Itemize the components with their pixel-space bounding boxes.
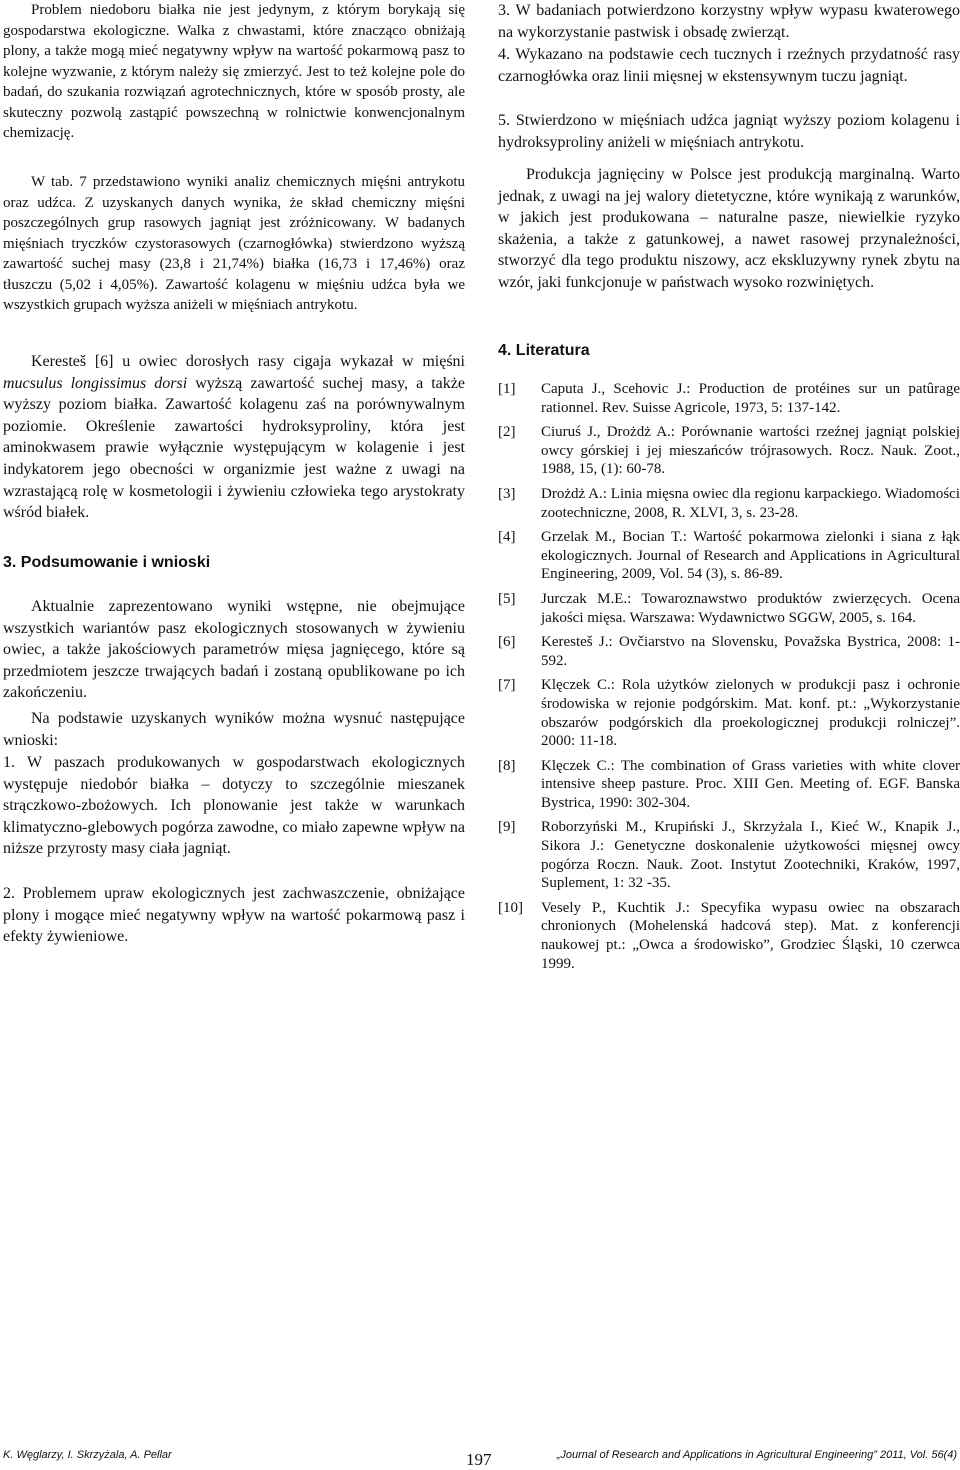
- reference-text: Drożdż A.: Linia mięsna owiec dla regionu karpackiego. Wiadomości zootechniczne, 2008, R. XLVI, 3, s. 23-28.: [541, 485, 960, 521]
- latin-term: mucsulus longissimus dorsi: [3, 374, 188, 392]
- reference-number: [9]: [498, 819, 516, 836]
- conclusion-5: 5. Stwierdzono w mięśniach udźca jagniąt wyższy poziom kolagenu i hydroksyproliny aniżeli w mięśniach antrykotu.: [498, 112, 960, 151]
- reference-number: [5]: [498, 590, 516, 607]
- reference-item: [498, 676, 960, 750]
- reference-list: [498, 380, 960, 979]
- text: W badanych mięśniach tryczków czystorasowych (czarnogłówka) stwierdzono wyższą zawartość suchej masy (23,8 i 21,74%) białka (16,73 i 17,46%) oraz tłuszczu (5,02 i 4,05%). Zawartość kolagenu w mięśniu udźca była we wszystkich grupach wyższa aniżeli w mięśniach antrykotu.: [3, 215, 465, 313]
- footer-journal: „Journal of Research and Applications in Agricultural Engineering” 2011, Vol. 56(4): [556, 1449, 957, 1461]
- text: Jest to też kolejne pole do badań, do szukania rozwiązań agrotechnicznych, które w sposób prosty, ale skuteczny pozwolą zastąpić powszechną w rolnictwie konwencjonalnym chemizację.: [3, 63, 465, 141]
- reference-text: Ciuruś J., Drożdż A.: Porównanie wartości rzeźnej jagniąt polskiej owcy górskiej i jej mieszańców trójrasowych. Rocz. Nauk. Zoot., 1988, 15, (1): 60-78.: [541, 424, 960, 478]
- conclusion-2: 2. Problemem upraw ekologicznych jest zachwaszczenie, obniżające plony i mogące mieć negatywny wpływ na wartość pokarmową pasz i efekty żywieniowe.: [3, 885, 465, 946]
- reference-item: [498, 633, 960, 670]
- reference-number: [1]: [498, 381, 516, 397]
- section-heading-summary: 3. Podsumowanie i wnioski: [3, 554, 211, 571]
- text: Keresteš [6] u owiec dorosłych rasy cigaja wykazał w mięśni: [31, 353, 465, 370]
- conclusion-4: 4. Wykazano na podstawie cech tucznych i rzeźnych przydatność rasy czarnogłówka oraz linii mięsnej w ekstensywnym tuczu jagniąt.: [498, 46, 960, 85]
- reference-number: [8]: [498, 757, 516, 774]
- paragraph-kerestes: [3, 351, 465, 524]
- reference-text: Caputa J., Scehovic J.: Production de protéines sur un patûrage rationnel. Rev. Suisse Agricole, 1973, 5: 137-142.: [541, 381, 960, 416]
- paragraph-conclusions-intro: Na podstawie uzyskanych wyników można wysnuć następujące wnioski:: [3, 710, 465, 749]
- footer-authors: K. Węglarzy, I. Skrzyżala, A. Pellar: [3, 1449, 172, 1461]
- reference-item: [498, 590, 960, 627]
- reference-item: [498, 485, 960, 522]
- page-number: 197: [466, 1450, 492, 1469]
- reference-item: [498, 423, 960, 479]
- reference-item: [498, 380, 960, 417]
- reference-number: [4]: [498, 529, 516, 546]
- text: Zawartość kolagenu zaś na porównywalnym poziomie. Określenie zawartości hydroksyproliny, która jest aminokwasem prawie wyłącznie występującym w kolagenie i jest indykatorem jego obecności w organizmie jest ważne z uwagi na wzrastającą rolę w kosmetologii i żywieniu człowieka tego arystokraty wśród białek.: [3, 396, 465, 522]
- reference-number: [3]: [498, 485, 516, 502]
- paragraph-table7: [3, 172, 465, 316]
- text: Problem niedoboru białka nie jest jedynym, z którym borykają się gospodarstwa ekologiczne. Walka z chwastami, które znacząco obniżają plony, a także mogą mieć negatywny wpływ na wartość pokarmową pasz to kolejne wyzwanie, z którym należy się zmierzyć.: [3, 2, 465, 80]
- reference-text: Roborzyński M., Krupiński J., Skrzyżala I., Kieć W., Knapik J., Sikora J.: Genetyczne doskonalenie użytkowości mięsnej owcy pogórza Roczn. Nauk. Zoot. Instytut Zootechniki, Kraków, 1997, Suplement, 1: 32 -35.: [541, 819, 960, 892]
- conclusion-3: 3. W badaniach potwierdzono korzystny wpływ wypasu kwaterowego na wykorzystanie pastwisk i obsadę zwierząt.: [498, 2, 960, 41]
- reference-number: [10]: [498, 899, 523, 916]
- reference-number: [6]: [498, 634, 516, 651]
- text: wyższą zawartość suchej masy, a także wyższy poziom białka.: [3, 374, 465, 414]
- paragraph-lamb-production: Produkcja jagnięciny w Polsce jest produkcją marginalną. Warto jednak, z uwagi na jej walory dietetyczne, które wynikają z warunków, w jakich jest produkowana – naturalne pasze, niewielkie ryzyko skażenia, a także z gatunkowej, a nawet rasowej przynależności, stworzyć dla tego produktu niszowy, acz ekskluzywny rynek zbytu na wzór, jaki funkcjonuje w państwach wysoko rozwiniętych.: [498, 166, 960, 291]
- reference-text: Grzelak M., Bocian T.: Wartość pokarmowa zielonki i siana z łąk ekologicznych. Journal of Research and Applications in Agricultural Engineering, 2009, Vol. 54 (3), s. 86-89.: [541, 529, 960, 583]
- text: W tab. 7 przedstawiono wyniki analiz chemicznych mięśni antrykotu oraz udźca. Z uzyskanych danych wynika, że skład chemiczny mięśni poszczególnych grup rasowych jagniąt jest zróżnicowany.: [3, 174, 465, 231]
- section-heading-literature: 4. Literatura: [498, 342, 590, 359]
- reference-item: [498, 818, 960, 892]
- reference-item: [498, 757, 960, 813]
- reference-text: Klęczek C.: Rola użytków zielonych w produkcji pasz i ochronie środowiska w rejonie podgórskim. Mat. konf. pt.: „Wykorzystanie obszarów podgórskich dla proekologicznej produkcji rolniczej”. 2000: 11-18.: [541, 677, 960, 750]
- conclusion-1: 1. W paszach produkowanych w gospodarstwach ekologicznych występuje niedobór białka – dotyczy to szczególnie mieszanek strączkowo-zbożowych. Ich plonowanie jest także w warunkach klimatyczno-glebowych pogórza zawodne, co miało zapewne wpływ na niższe przyrosty masy ciała jagniąt.: [3, 754, 465, 858]
- reference-item: [498, 528, 960, 584]
- reference-text: Keresteš J.: Ovčiarstvo na Slovensku, Považska Bystrica, 2008: 1-592.: [541, 634, 960, 669]
- reference-text: Klęczek C.: The combination of Grass varieties with white clover intensive sheep pasture. Proc. XIII Gen. Meeting of. EGF. Banska Bystrica, 1990: 302-304.: [541, 757, 960, 811]
- reference-text: Vesely P., Kuchtik J.: Specyfika wypasu owiec na obszarach chronionych (Mohelenská hadcová step). Mat. z konferencji naukowej pt.: „Owca a środowisko”, Grodziec Śląski, 10 czerwca 1999.: [541, 899, 960, 972]
- reference-item: [498, 899, 960, 973]
- paragraph-weeds: [3, 0, 465, 144]
- paragraph-summary: Aktualnie zaprezentowano wyniki wstępne, nie obejmujące wszystkich wariantów pasz ekologicznych stosowanych w żywieniu owiec, a także jakościowych parametrów mięsa jagnięcego, które są przedmiotem jeszcze trwających badań i zostaną opublikowane po ich zakończeniu.: [3, 598, 465, 702]
- reference-number: [2]: [498, 424, 516, 441]
- reference-number: [7]: [498, 677, 516, 694]
- reference-text: Jurczak M.E.: Towaroznawstwo produktów zwierzęcych. Ocena jakości mięsa. Warszawa: Wydawnictwo SGGW, 2005, s. 164.: [541, 590, 960, 626]
